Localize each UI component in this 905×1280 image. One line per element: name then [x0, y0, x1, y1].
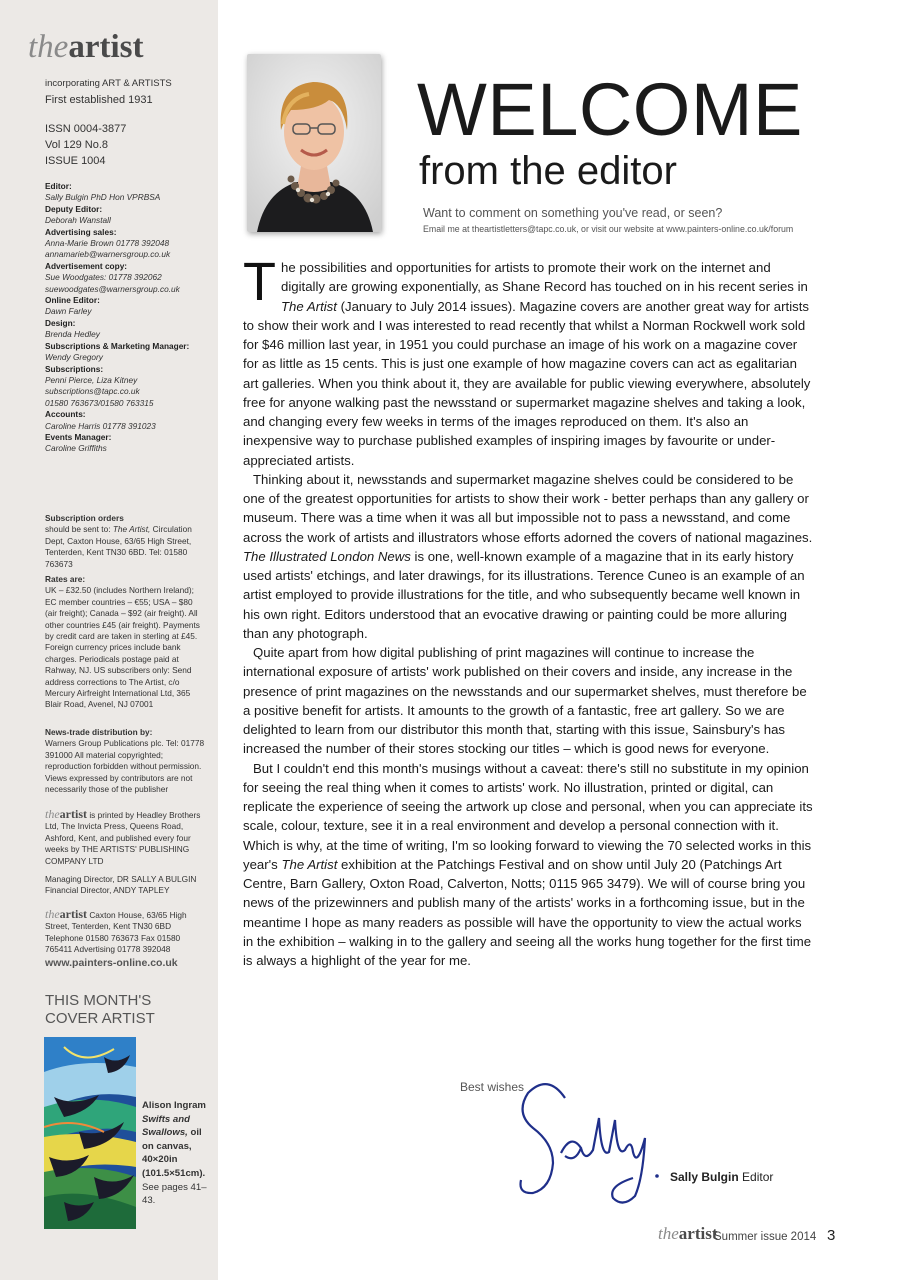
footer-logo: theartist — [658, 1224, 718, 1243]
credit-design: Design: Brenda Hedley — [45, 317, 100, 340]
cover-pages: See pages 41–43. — [142, 1181, 207, 1207]
welcome-heading: WELCOME — [417, 68, 803, 151]
signoff-name: Sally Bulgin Editor — [670, 1170, 774, 1184]
paragraph-3: Quite apart from how digital publishing of print magazines will continue to increase the international exposure of artists' work published on their covers and inside, any increase in the presence of print magazines on the newsstands and our supermarket shelves, must therefore be a positive benefit for artists. It amounts to the growth of a fantastic, free art gallery. So we are delighted to learn from our distributor this month that, starting with this issue, Sainsbury's has increased the number of their stores stocking our titles – which is good news for everyone. — [243, 645, 807, 757]
credit-subscriptions-manager: Subscriptions & Marketing Manager: Wendy Gregory — [45, 340, 190, 363]
drop-cap: T — [243, 252, 276, 312]
news-trade-distribution: News-trade distribution by: Warners Group Publications plc. Tel: 01778 391000 All material copyrighted; reproduction forbidden without permission. Views expressed by contributors are not necessarily those of the publisher — [45, 727, 205, 795]
directors: Managing Director, DR SALLY A BULGIN Financial Director, ANDY TAPLEY — [45, 874, 197, 896]
editorial-body — [243, 252, 815, 970]
from-the-editor-heading: from the editor — [419, 149, 677, 193]
subscription-orders: Subscription orders should be sent to: The Artist, Circulation Dept, Caxton House, 63/65 High Street, Tenterden, Kent TN30 6BD. Tel: 01580 763673 — [45, 513, 205, 570]
masthead-established: First established 1931 — [45, 94, 153, 106]
editor-portrait-image — [247, 54, 381, 232]
credit-deputy-editor: Deputy Editor: Deborah Wanstall — [45, 203, 111, 226]
issue-number: ISSUE 1004 — [45, 155, 106, 167]
masthead-logo — [28, 28, 208, 66]
website-link[interactable]: www.painters-online.co.uk — [45, 956, 178, 969]
masthead-incorporating: incorporating ART & ARTISTS — [45, 78, 172, 89]
credit-accounts: Accounts: Caroline Harris 01778 391023 — [45, 409, 156, 431]
cover-painting — [44, 1037, 136, 1229]
issn: ISSN 0004-3877 — [45, 123, 127, 135]
staff-credits — [45, 181, 205, 455]
page-number: 3 — [827, 1227, 836, 1244]
swifts-painting-image — [44, 1037, 136, 1229]
editor-photo — [247, 54, 381, 232]
address-block: theartist Caxton House, 63/65 High Street, Tenterden, Kent TN30 6BD Telephone 01580 763673 Fax 01580 765411 Advertising 01778 392048 www.painters-online.co.uk — [45, 909, 205, 970]
footer-issue: Summer issue 2014 — [714, 1231, 817, 1243]
cover-title: Swifts and Swallows, — [142, 1113, 190, 1139]
cover-artist-heading: THIS MONTH'S COVER ARTIST — [45, 992, 155, 1027]
address-logo: theartist — [45, 907, 87, 921]
credit-online-editor: Online Editor: Dawn Farley — [45, 295, 100, 317]
rates-heading: Rates are: — [45, 574, 86, 584]
credit-editor: Editor: Sally Bulgin PhD Hon VPRBSA — [45, 181, 161, 203]
subscription-heading: Subscription orders — [45, 513, 124, 523]
credit-advertisement-copy: Advertisement copy: Sue Woodgates: 01778 392062 suewoodgates@warnersgroup.co.uk — [45, 260, 180, 294]
paragraph-1: The possibilities and opportunities for artists to promote their work on the internet and digitally are growing exponentially, as Shane Record has touched on in his recent series in The Artist (January to July 2014 issues). Magazine covers are another great way for artists to show their work and I was interested to read recently that whilst a Norman Rockwell work sold for $46 million last year, in 1951 you could purchase an image of his work on a magazine cover for as little as 15 cents. This is just one example of how magazine covers can act as egalitarian art galleries. When you think about it, they are available for public viewing everywhere, absolutely free for anyone walking past the newsstand or supermarket magazine shelves and taking a look, and changing every few weeks in terms of the images reproduced on them. It's also an inexpensive way to purchase published examples of inspiring images by favourite or under-appreciated artists. — [243, 252, 811, 468]
main-column — [218, 0, 905, 1280]
sidebar-column — [0, 0, 218, 1280]
credit-subscriptions: Subscriptions: Penni Pierce, Liza Kitney subscriptions@tapc.co.uk 01580 763673/01580 763315 — [45, 363, 154, 408]
paragraph-2: Thinking about it, newsstands and supermarket magazine shelves could be considered to be one of the greatest opportunities for artists to show their work - better perhaps than any gallery or museum. There was a time when it was all but impossible not to pass a newsstand, and come across the work of artists and illustrators whose efforts adorned the covers of national magazines. The Illustrated London News is one, well-known example of a magazine that in its early history used artists' etchings, and later drawings, for its illustrations. Terence Cuneo is an example of an artist employed to provide illustrations for the title, and who subsequently became well known in his own right. Editors understood that an evocative drawing or painting could be more alluring than any photograph. — [243, 471, 813, 641]
news-trade-heading: News-trade distribution by: — [45, 727, 153, 737]
volume: Vol 129 No.8 — [45, 139, 108, 151]
email-line: Email me at theartistletters@tapc.co.uk, or visit our website at www.painters-online.co.uk/forum — [423, 224, 794, 234]
best-wishes: Best wishes — [460, 1080, 525, 1094]
credit-advertising-sales: Advertising sales: Anna-Marie Brown 01778 392048 annamarieb@warnersgroup.co.uk — [45, 226, 171, 260]
comment-prompt: Want to comment on something you've read, or seen? — [423, 206, 723, 220]
logo-artist: artist — [68, 29, 144, 65]
printed-logo: theartist — [45, 807, 87, 821]
signature-image — [513, 1068, 693, 1208]
logo-the: the — [28, 29, 69, 65]
cover-caption: Alison Ingram Swifts and Swallows, oil on canvas, 40×20in (101.5×51cm). See pages 41–43. — [142, 1099, 214, 1208]
printed-by: theartist is printed by Headley Brothers Ltd, The Invicta Press, Queens Road, Ashford, Kent, and published every four weeks by THE ARTISTS' PUBLISHING COMPANY LTD — [45, 807, 201, 866]
credit-events-manager: Events Manager: Caroline Griffiths — [45, 431, 112, 454]
rates: Rates are: UK – £32.50 (includes Northern Ireland); EC member countries – €55; USA – $80 (air freight); Canada – $92 (air freight). All other countries £45 (air freight). Payments by credit card are taken in sterling at £45. Foreign currency prices include bank charges. Periodicals postage paid at Rahway, NJ. US subscribers only: Send address corrections to The Artist, c/o Mercury Airfreight International Ltd, 365 Blair Road, Avenel, NJ 07001 — [45, 574, 205, 711]
paragraph-4: But I couldn't end this month's musings without a caveat: there's still no substitute in my opinion for seeing the real thing when it comes to artists' work. No illustration, printed or digital, can replicate the experience of seeing the artwork up close and personal, when you can appreciate its scale, colour, texture, see it in a real environment and develop a personal connection with it. Which is why, at the time of writing, I'm so looking forward to viewing the 70 selected works in this year's The Artist exhibition at the Patchings Festival and on show until July 20 (Patchings Art Centre, Barn Gallery, Oxton Road, Calverton, Notts; 0115 965 3479). We will of course bring you news of the prizewinners and publish many of the artists' works in a forthcoming issue, but in the meantime I hope as many readers as possible will have the opportunity to view the actual works in the exhibition – walking in to the gallery and seeing all the works hung together for the first time is always a highlight of the year for me. — [243, 760, 813, 968]
cover-artist-name: Alison Ingram — [142, 1100, 206, 1111]
